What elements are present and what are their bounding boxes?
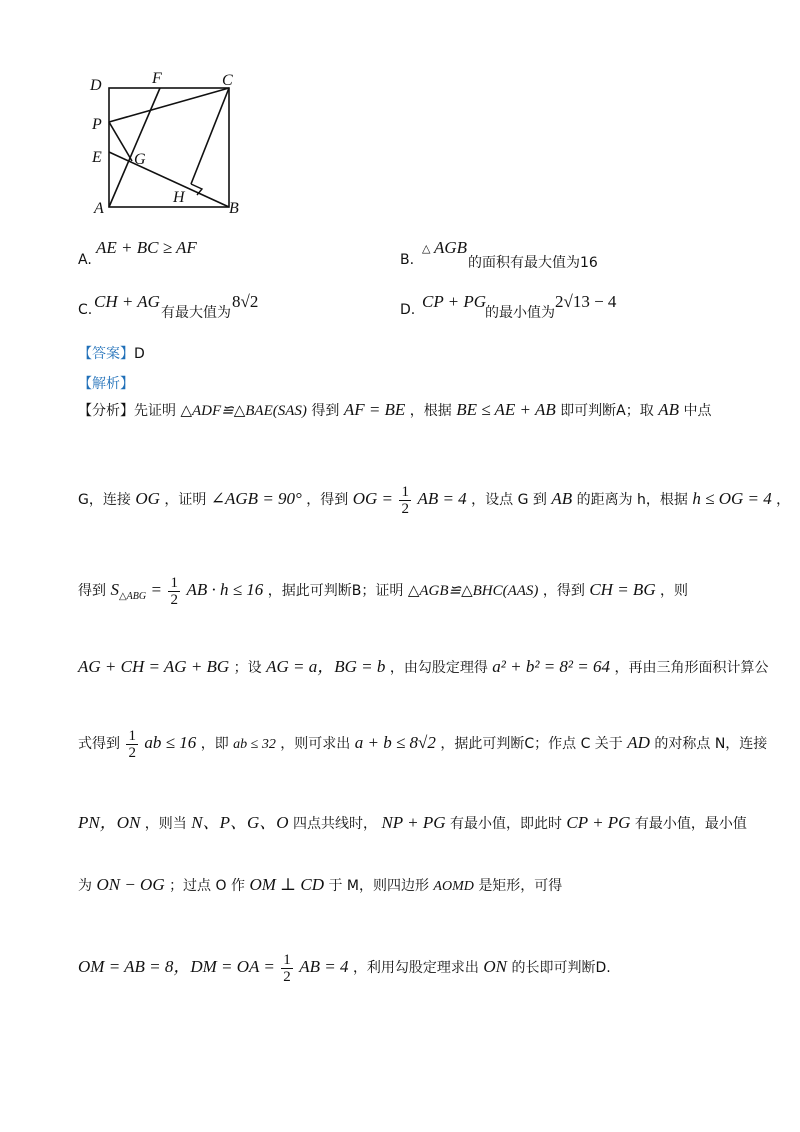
- text: ，根据: [409, 403, 452, 419]
- text: ，: [776, 492, 791, 508]
- text: ，则可求出: [280, 736, 351, 752]
- option-c-letter: C.: [78, 302, 93, 318]
- formula: OG: [135, 489, 160, 508]
- text: 的对称点 N，连接: [654, 736, 768, 752]
- analysis-line-4: [78, 652, 768, 677]
- fraction: [168, 575, 180, 608]
- text: ，据此可判断B；证明: [267, 583, 404, 599]
- answer-line: [78, 343, 145, 363]
- analysis-line-3: [78, 573, 688, 614]
- text: 有最小值，最小值: [634, 816, 747, 832]
- segment-pc: [109, 88, 229, 122]
- answer-value: D: [134, 346, 145, 362]
- formula: ON: [483, 957, 508, 976]
- formula: N、P、G、O: [191, 813, 289, 832]
- formula: S: [110, 580, 119, 599]
- fraction-numerator: 1: [401, 483, 409, 500]
- formula: NP + PG: [381, 813, 446, 832]
- text: ，则当: [144, 816, 187, 832]
- formula: ab ≤ 16: [144, 733, 197, 752]
- formula: BE ≤ AE + AB: [456, 400, 556, 419]
- text: 于 M，则四边形: [328, 878, 429, 894]
- option-b-letter: B.: [400, 252, 415, 268]
- text: G，连接: [78, 492, 131, 508]
- formula: AD: [627, 733, 650, 752]
- analysis-line-7: [78, 875, 562, 895]
- analysis-line-2: [78, 482, 790, 517]
- fraction: [126, 728, 138, 761]
- label-e: E: [92, 149, 102, 166]
- formula: OM ⊥ CD: [249, 875, 324, 894]
- fraction-numerator: 1: [170, 574, 178, 591]
- label-b: B: [229, 200, 239, 217]
- analysis-line-6: [78, 808, 747, 833]
- text: 式得到: [78, 736, 120, 752]
- option-a-letter: A.: [78, 252, 92, 268]
- text: ，证明: [164, 492, 207, 508]
- option-c-value: 8√2: [232, 292, 259, 311]
- option-c-math: CH + AG: [94, 292, 160, 311]
- text: ，利用勾股定理求出: [352, 960, 479, 976]
- fraction-denominator: 2: [401, 500, 409, 517]
- formula: △ADF≌△BAE(SAS): [180, 403, 307, 419]
- label-c: C: [222, 72, 233, 89]
- text: 的距离为 h，根据: [576, 492, 688, 508]
- text: 的长即可判断D.: [511, 960, 611, 976]
- text: ，即: [200, 736, 229, 752]
- formula: ∠AGB = 90°: [210, 489, 302, 508]
- text: 有最小值，即此时: [449, 816, 562, 832]
- text: 四点共线时，: [292, 816, 377, 832]
- option-b-text: 的面积有最大值为16: [468, 255, 598, 271]
- fraction-numerator: 1: [128, 727, 136, 744]
- formula: AF = BE: [343, 400, 406, 419]
- formula: OM = AB = 8，DM = OA =: [78, 957, 275, 976]
- label-p: P: [92, 116, 102, 133]
- formula: △AGB≌△BHC(AAS): [407, 583, 539, 599]
- analysis-line-5: [78, 726, 767, 762]
- subscript: △ABG: [118, 590, 147, 602]
- segment-eb: [109, 152, 229, 207]
- text: 为: [78, 878, 92, 894]
- formula: AB = 4: [417, 489, 467, 508]
- fraction-denominator: 2: [170, 591, 178, 608]
- fraction-numerator: 1: [283, 951, 291, 968]
- formula: h ≤ OG = 4: [692, 489, 772, 508]
- text: ，再由三角形面积计算公: [614, 660, 769, 676]
- geometry-figure: [80, 65, 280, 225]
- text: 得到: [78, 583, 106, 599]
- label-g: G: [134, 151, 146, 168]
- segment-pg: [109, 122, 132, 161]
- formula: OG =: [352, 489, 394, 508]
- option-c-text: 有最大值为: [161, 305, 231, 321]
- text: ，由勾股定理得: [389, 660, 488, 676]
- option-b-math: AGB: [434, 238, 468, 257]
- label-d: D: [90, 77, 102, 94]
- option-b-triangle: △: [422, 242, 431, 255]
- fraction: [281, 952, 293, 985]
- option-d-letter: D.: [400, 302, 416, 318]
- formula: CH = BG: [589, 580, 656, 599]
- analysis-subtag: 【分析】: [78, 403, 134, 419]
- option-d-text: 的最小值为: [485, 305, 555, 321]
- analysis-line-8: [78, 950, 611, 985]
- formula: AB: [551, 489, 573, 508]
- text: ，得到: [306, 492, 349, 508]
- formula: CP + PG: [566, 813, 631, 832]
- answer-tag: 【答案】: [78, 346, 134, 362]
- text: ，设点 G 到: [471, 492, 547, 508]
- formula: ab ≤ 32: [233, 737, 276, 752]
- formula: a² + b² = 8² = 64: [492, 657, 611, 676]
- fraction-denominator: 2: [283, 968, 291, 985]
- text: ；设: [233, 660, 262, 676]
- formula: AG = a，BG = b: [266, 657, 386, 676]
- formula: AB = 4: [299, 957, 349, 976]
- text: ，据此可判断C；作点 C 关于: [440, 736, 623, 752]
- label-h: H: [173, 189, 185, 206]
- option-d-value: 2√13 − 4: [555, 292, 617, 311]
- fraction: [399, 484, 411, 517]
- formula: AOMD: [433, 879, 474, 894]
- formula: AB: [658, 400, 679, 419]
- text: 即可判断A；取: [560, 403, 654, 419]
- text: 中点: [683, 403, 712, 419]
- text: 得到: [311, 403, 340, 419]
- text: ，得到: [542, 583, 585, 599]
- formula: a + b ≤ 8√2: [354, 733, 436, 752]
- segment-ch: [191, 88, 229, 184]
- formula: =: [150, 580, 163, 599]
- text: ，则: [660, 583, 689, 599]
- option-a-math: AE + BC ≥ AF: [96, 238, 197, 257]
- text: ；过点 O 作: [169, 878, 245, 894]
- analysis-tag: 【解析】: [78, 376, 134, 392]
- square-abcd: [109, 88, 229, 207]
- text: 先证明: [134, 403, 176, 419]
- analysis-line-1: [78, 400, 711, 420]
- text: 是矩形，可得: [478, 878, 563, 894]
- label-a: A: [94, 200, 104, 217]
- formula: AB · h ≤ 16: [186, 580, 264, 599]
- formula: PN，ON: [78, 813, 141, 832]
- label-f: F: [152, 70, 162, 87]
- segment-af: [109, 88, 160, 207]
- formula: AG + CH = AG + BG: [78, 657, 230, 676]
- fraction-denominator: 2: [128, 744, 136, 761]
- option-d-math: CP + PG: [422, 292, 487, 311]
- formula: ON − OG: [96, 875, 165, 894]
